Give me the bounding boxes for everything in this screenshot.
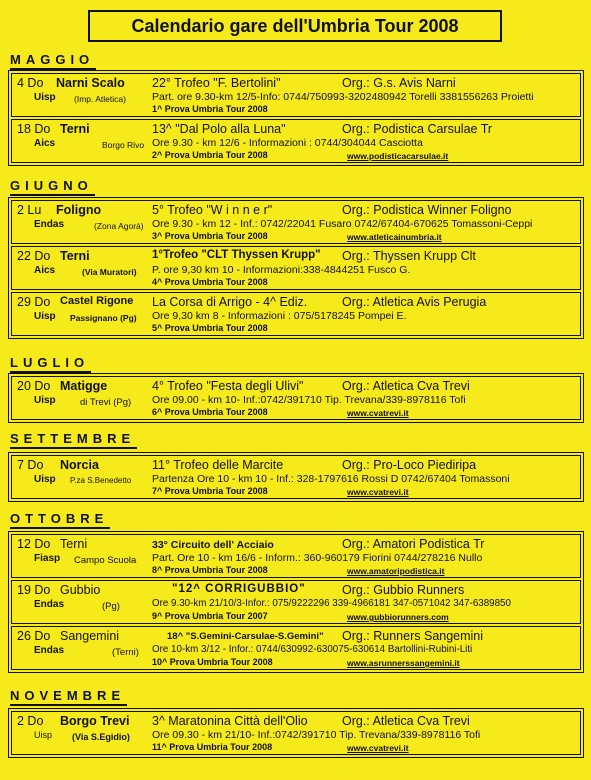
event-race: 3^ Maratonina Città dell'Olio (152, 714, 308, 728)
event-organizer: Org.: G.s. Avis Narni (342, 76, 456, 90)
month-heading-novembre: NOVEMBRE (10, 688, 127, 706)
event-place: (Via S.Egidio) (72, 732, 130, 742)
month-section-ottobre (8, 531, 584, 673)
event-date: 19 Do (17, 583, 51, 597)
event-details: Ore 10-km 3/12 - Infor.: 0744/630992-630075-630614 Bartollini-Rubini-Liti (152, 644, 473, 655)
event-row (11, 119, 581, 163)
month-section-luglio (8, 373, 584, 423)
month-section-settembre (8, 452, 584, 502)
event-details: Partenza Ore 10 - km 10 - Inf.: 328-1797616 Rossi D 0742/67404 Tomassoni (152, 473, 510, 485)
month-heading-giugno: GIUGNO (10, 178, 95, 196)
page-title: Calendario gare dell'Umbria Tour 2008 (88, 10, 502, 42)
event-city: Terni (60, 122, 90, 136)
event-row (11, 626, 581, 670)
event-category: Aics (34, 265, 56, 276)
event-organizer: Org.: Podistica Winner Foligno (342, 203, 512, 217)
event-category: Aics (34, 138, 56, 149)
event-organizer: Org.: Amatori Podistica Tr (342, 537, 485, 551)
event-place: P.za S.Benedetto (70, 476, 132, 485)
event-row (11, 711, 581, 755)
event-race: 13^ "Dal Polo alla Luna" (152, 122, 286, 136)
event-row (11, 200, 581, 244)
month-section-maggio (8, 70, 584, 166)
event-details: Ore 9.30 - km 12/6 - Informazioni : 0744/304044 Casciotta (152, 137, 423, 149)
event-city: Borgo Trevi (60, 714, 130, 728)
event-details: Part. ore 9.30-km 12/5-Info: 0744/750993-3202480942 Torelli 3381556263 Proietti (152, 91, 534, 103)
event-organizer: Org.: Runners Sangemini (342, 629, 484, 643)
event-organizer: Org.: Atletica Avis Perugia (342, 295, 487, 309)
event-tour-stage: 10^ Prova Umbria Tour 2008 (152, 657, 273, 667)
event-website-link[interactable]: www.atleticainumbria.it (347, 232, 442, 242)
event-date: 18 Do (17, 122, 51, 136)
event-organizer: Org.: Thyssen Krupp Clt (342, 249, 476, 263)
event-website-link[interactable]: www.cvatrevi.it (347, 408, 409, 418)
event-website-link[interactable]: www.podisticacarsulae.it (347, 151, 449, 161)
event-category: Fiasp (34, 553, 61, 564)
event-race: "12^ CORRIGUBBIO" (172, 583, 306, 595)
event-place: di Trevi (Pg) (80, 397, 132, 408)
event-tour-stage: 4^ Prova Umbria Tour 2008 (152, 277, 268, 287)
event-tour-stage: 3^ Prova Umbria Tour 2008 (152, 231, 268, 241)
event-details: Ore 9,30 km 8 - Informazioni : 075/5178245 Pompei E. (152, 310, 407, 322)
event-date: 12 Do (17, 537, 51, 551)
event-website-link[interactable]: www.gubbiorunners.com (347, 612, 449, 622)
event-category: Endas (34, 599, 65, 610)
event-tour-stage: 5^ Prova Umbria Tour 2008 (152, 323, 268, 333)
month-section-novembre (8, 708, 584, 758)
event-date: 2 Lu (17, 203, 42, 217)
event-place: Borgo Rivo (102, 140, 145, 150)
event-website-link[interactable]: www.cvatrevi.it (347, 743, 409, 753)
event-date: 26 Do (17, 629, 51, 643)
event-race: 22° Trofeo "F. Bertolini" (152, 76, 281, 90)
event-place: (Via Muratori) (82, 267, 137, 277)
event-category: Uisp (34, 474, 56, 485)
event-details: Ore 09.00 - km 10- Inf.:0742/391710 Tip. Trevana/339-8978116 Tofi (152, 394, 466, 406)
event-city: Matigge (60, 379, 108, 393)
event-tour-stage: 2^ Prova Umbria Tour 2008 (152, 150, 268, 160)
event-place: (Imp. Atletica) (74, 94, 126, 104)
event-category: Uisp (34, 730, 53, 740)
event-tour-stage: 11^ Prova Umbria Tour 2008 (152, 742, 273, 752)
month-heading-luglio: LUGLIO (10, 355, 91, 373)
event-row (11, 534, 581, 578)
event-race: La Corsa di Arrigo - 4^ Ediz. (152, 295, 308, 309)
event-row (11, 376, 581, 420)
month-heading-ottobre: OTTOBRE (10, 511, 110, 529)
event-city: Terni (60, 249, 90, 263)
month-section-giugno (8, 197, 584, 339)
event-category: Uisp (34, 395, 56, 406)
event-details: Ore 9.30-km 21/10/3-Infor.: 075/9222296 339-4966181 347-0571042 347-6389850 (152, 598, 511, 609)
event-tour-stage: 6^ Prova Umbria Tour 2008 (152, 407, 268, 417)
month-heading-maggio: MAGGIO (10, 52, 96, 70)
event-category: Endas (34, 219, 65, 230)
event-details: P. ore 9,30 km 10 - Informazioni:338-4844251 Fusco G. (152, 264, 411, 276)
event-organizer: Org.: Atletica Cva Trevi (342, 379, 470, 393)
event-date: 22 Do (17, 249, 51, 263)
event-tour-stage: 1^ Prova Umbria Tour 2008 (152, 104, 268, 114)
event-city: Terni (60, 537, 88, 551)
event-category: Endas (34, 645, 65, 656)
event-details: Part. Ore 10 - km 16/6 - Inform.: 360-960179 Fiorini 0744/278216 Nullo (152, 552, 483, 564)
event-website-link[interactable]: www.asrunnerssangemini.it (347, 658, 460, 668)
event-date: 29 Do (17, 295, 51, 309)
event-category: Uisp (34, 92, 56, 103)
event-row (11, 580, 581, 624)
event-place: (Pg) (102, 601, 120, 612)
event-organizer: Org.: Podistica Carsulae Tr (342, 122, 493, 136)
event-organizer: Org.: Atletica Cva Trevi (342, 714, 470, 728)
event-race: 18^ "S.Gemini-Carsulae-S.Gemini" (167, 631, 324, 642)
event-date: 2 Do (17, 714, 44, 728)
event-race: 5° Trofeo "W i n n e r" (152, 203, 273, 217)
event-date: 7 Do (17, 458, 44, 472)
event-row (11, 292, 581, 336)
event-city: Castel Rigone (60, 295, 134, 307)
event-date: 20 Do (17, 379, 51, 393)
event-city: Gubbio (60, 583, 101, 597)
event-website-link[interactable]: www.amatoripodistica.it (347, 566, 445, 576)
event-row (11, 73, 581, 117)
event-details: Ore 09.30 - km 21/10- Inf.:0742/391710 Tip. Trevana/339-8978116 Tofi (152, 729, 481, 741)
event-city: Narni Scalo (56, 76, 125, 90)
event-date: 4 Do (17, 76, 44, 90)
event-place: Campo Scuola (74, 555, 137, 566)
event-place: (Terni) (112, 647, 139, 658)
event-website-link[interactable]: www.cvatrevi.it (347, 487, 409, 497)
event-tour-stage: 9^ Prova Umbria Tour 2007 (152, 611, 268, 621)
event-details: Ore 9.30 - km 12 - Inf.: 0742/22041 Fusaro 0742/67404-670625 Tomassoni-Ceppi (152, 218, 533, 230)
event-row (11, 246, 581, 290)
event-city: Foligno (56, 203, 102, 217)
event-race: 1°Trofeo "CLT Thyssen Krupp" (152, 249, 321, 261)
event-city: Norcia (60, 458, 99, 472)
event-tour-stage: 7^ Prova Umbria Tour 2008 (152, 486, 268, 496)
event-race: 11° Trofeo delle Marcite (152, 458, 284, 472)
event-organizer: Org.: Pro-Loco Piediripa (342, 458, 477, 472)
event-place: Passignano (Pg) (70, 313, 137, 323)
event-race: 33° Circuito dell' Acciaio (152, 539, 274, 551)
event-city: Sangemini (60, 629, 120, 643)
event-tour-stage: 8^ Prova Umbria Tour 2008 (152, 565, 268, 575)
event-category: Uisp (34, 311, 56, 322)
event-organizer: Org.: Gubbio Runners (342, 583, 465, 597)
event-place: (Zona Agorà) (94, 221, 144, 231)
event-row (11, 455, 581, 499)
event-race: 4° Trofeo "Festa degli Ulivi" (152, 379, 304, 393)
month-heading-settembre: SETTEMBRE (10, 431, 137, 449)
